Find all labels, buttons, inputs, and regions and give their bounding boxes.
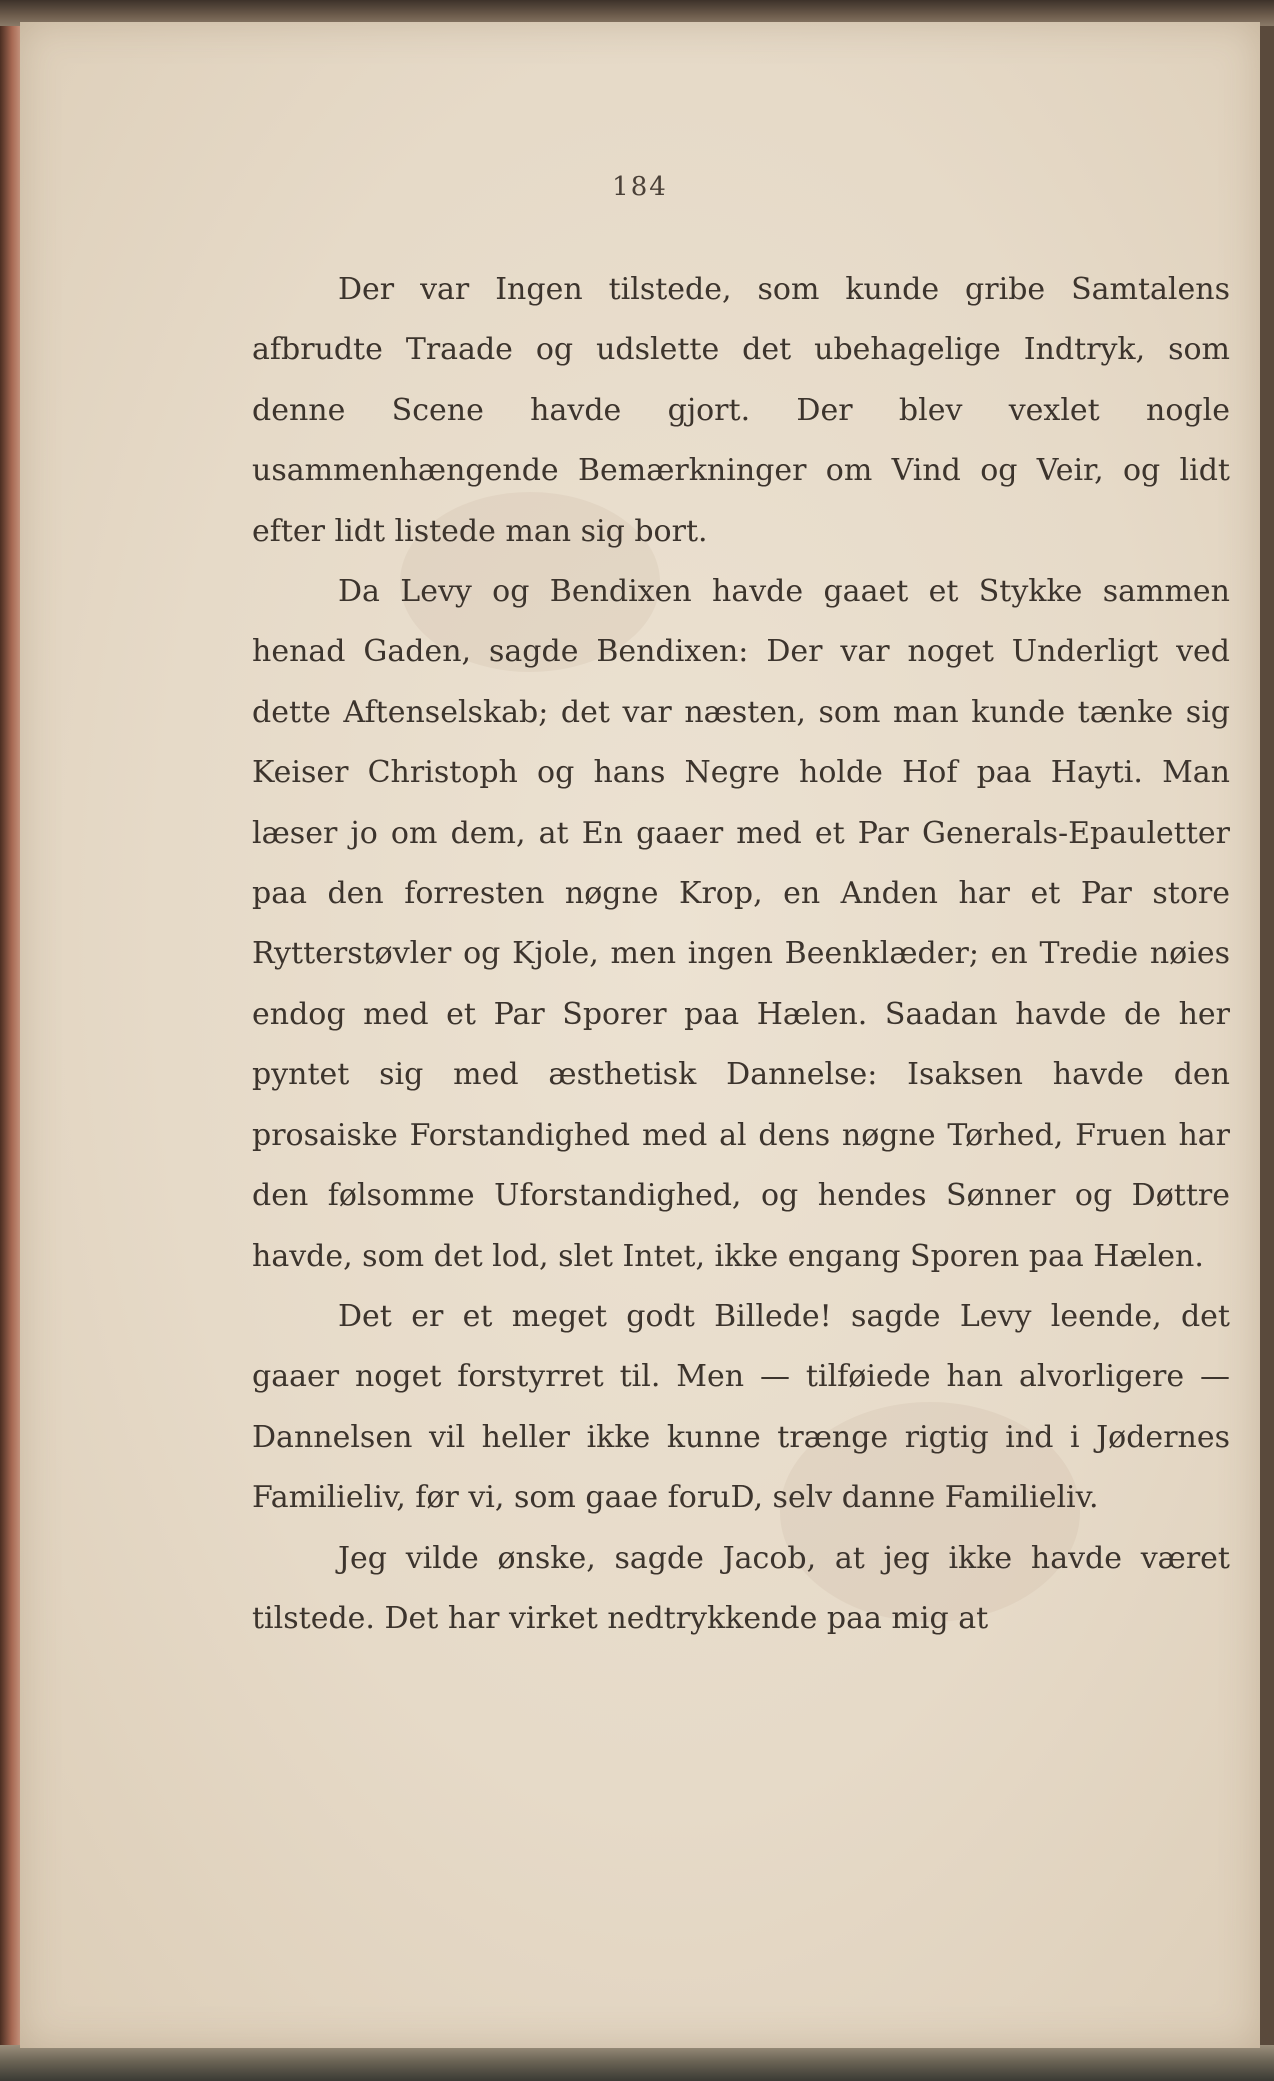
page-number: 184 xyxy=(612,172,668,202)
book-edge-bottom xyxy=(0,2045,1274,2081)
paragraph: Det er et meget godt Billede! sagde Levy leende, det gaaer noget forstyrret til. Men — tilføiede han alvorligere — Dannelsen vil heller ikke kunne trænge rigtig ind i Jødernes Familieliv, før vi, som gaae foruD, selv danne Familieliv. xyxy=(252,1298,1230,1516)
paragraph: Da Levy og Bendixen havde gaaet et Stykke sammen henad Gaden, sagde Bendixen: Der var noget Underligt ved dette Aftenselskab; det var næsten, som man kunde tænke sig Keiser Christoph og hans Negre holde Hof paa Hayti. Man læser jo om dem, at En gaaer med et Par Generals-Epauletter paa den forresten nøgne Krop, en Anden har et Par store Rytterstøvler og Kjole, men ingen Beenklæder; en Tredie nøies endog med et Par Sporer paa Hælen. Saadan havde de her pyntet sig med æsthetisk Dannelse: Isaksen havde den prosaiske Forstandighed med al dens nøgne Tørhed, Fruen har den følsomme Uforstandighed, og hendes Sønner og Døttre havde, som det lod, slet Intet, ikke engang Sporen paa Hælen. xyxy=(252,574,1230,1274)
paragraph: Der var Ingen tilstede, som kunde gribe Samtalens afbrudte Traade og udslette det ubehagelige Indtryk, som denne Scene havde gjort. Der blev vexlet nogle usammenhængende Bemærkninger om Vind og Veir, og lidt efter lidt listede man sig bort. xyxy=(252,272,1230,549)
body-text xyxy=(252,260,1230,1649)
book-spine-edge xyxy=(0,0,22,2081)
book-page xyxy=(20,22,1260,2048)
paragraph: Jeg vilde ønske, sagde Jacob, at jeg ikke havde været tilstede. Det har virket nedtrykkende paa mig at xyxy=(252,1540,1230,1636)
